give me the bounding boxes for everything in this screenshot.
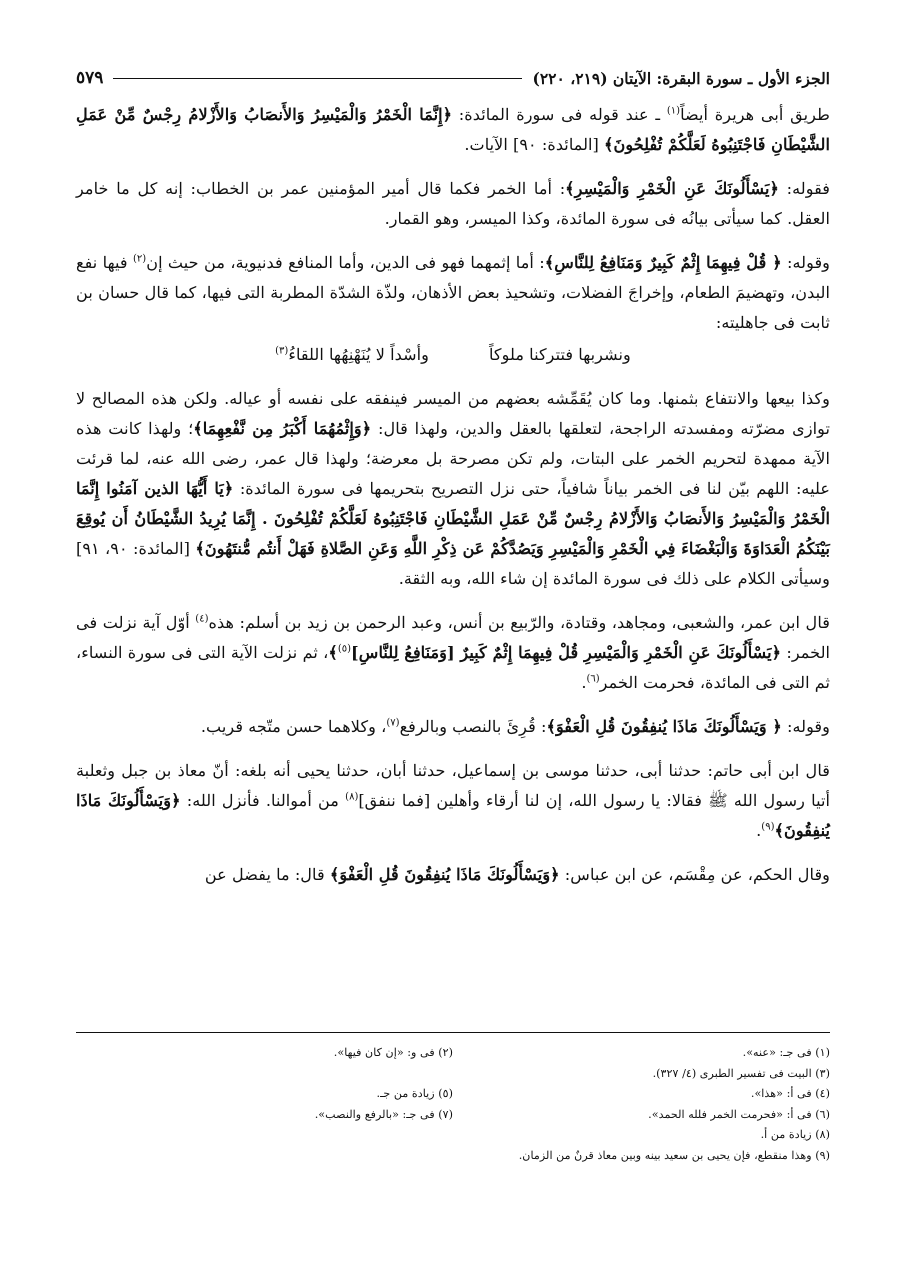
header-title: الجزء الأول ـ سورة البقرة: الآيتان (٢١٩، ٢٢٠): [532, 68, 830, 88]
footnotes: [76, 1032, 830, 1166]
text-segment: وقوله:: [781, 253, 830, 272]
footnote-1: (١) فى جـ: «عنه».: [742, 1046, 830, 1059]
footnote-row: [76, 1125, 830, 1146]
quran-verse: ﴿وَإِثْمُهُمَا أَكْبَرُ مِن نَّفْعِهِمَا﴾: [193, 419, 372, 438]
text-segment: : قُرِئَ بالنصب وبالرفع: [399, 717, 547, 736]
running-header: [76, 68, 830, 88]
quran-verse: ﴿إِنَّمَا الْخَمْرُ وَالْمَيْسِرُ وَالأَنصَابُ وَالأَزْلامُ رِجْسٌ مِّنْ عَمَلِ الشَّيْطَانِ فَاجْتَنِبُوهُ لَعَلَّكُمْ تُفْلِحُونَ﴾: [76, 105, 830, 154]
footnote-row: [76, 1043, 830, 1064]
header-rule: [113, 78, 522, 79]
quran-verse: ﴿ قُلْ فِيهِمَا إِثْمٌ كَبِيرٌ وَمَنَافِعُ لِلنَّاسِ﴾: [544, 253, 782, 272]
footnote-marker: (٦): [586, 673, 600, 685]
text-segment: فقوله:: [778, 179, 830, 198]
footnote-marker: (٥): [337, 643, 352, 655]
text-segment: .: [756, 821, 762, 840]
footnote-marker: (١): [666, 105, 681, 117]
quran-verse: ﴿ وَيَسْأَلُونَكَ مَاذَا يُنفِقُونَ قُلِ الْعَفْوَ﴾: [546, 717, 782, 736]
footnote-marker: (٨): [345, 791, 359, 803]
text-segment: قال ابن أبى حاتم: حدثنا أبى، حدثنا موسى بن إسماعيل، حدثنا أبان، حدثنا يحيى أنه بلغه: أنّ معاذ بن جبل وثعلبة أتيا رسول الله ﷺ فقالا: يا رسول الله، إن لنا أرقاء وأهلين [فما ننفق]: [76, 761, 830, 810]
text-segment: وكذا بيعها والانتفاع بثمنها. وما كان يُقَمِّشه بعضهم من الميسر فينفقه على نفسه أو عياله. ولكن هذه المصالح لا توازى مضرّته ومفسدته الراجحة، لتعلقها بالعقل والدين، ولهذا قال:: [76, 389, 831, 438]
paragraph-1: [76, 100, 830, 160]
footnote-4: (٤) فى أ: «هذا».: [750, 1087, 830, 1100]
text-segment: فيها نفع البدن، وتهضيمَ الطعام، وإخراجَ الفضلات، وتشحيذ بعض الأذهان، ولذّة الشدّة المطربة التى فيها، كما قال حسان بن ثابت فى جاهليته:: [76, 253, 830, 332]
quran-verse: ﴿يَا أَيُّهَا الذين آمَنُوا إِنَّمَا الْخَمْرُ وَالْمَيْسِرُ وَالأَنصَابُ وَالأَزْلامُ رِجْسٌ مِّنْ عَمَلِ الشَّيْطَانِ فَاجْتَنِبُوهُ لَعَلَّكُمْ تُفْلِحُونَ . إِنَّمَا يُرِيدُ الشَّيْطَانُ أَن يُوقِعَ بَيْنَكُمُ الْعَدَاوَةَ وَالْبَغْضَاءَ فِي الْخَمْرِ وَالْمَيْسِرِ وَيَصُدَّكُمْ عَن ذِكْرِ اللَّهِ وَعَنِ الصَّلاةِ فَهَلْ أَنتُم مُّنتَهُونَ﴾: [76, 479, 830, 558]
text-segment: [المائدة: ٩٠] الآيات.: [464, 135, 604, 154]
footnote-marker: (٣): [275, 345, 289, 357]
footnote-row: [76, 1064, 830, 1085]
text-segment: أوّل آية نزلت فى الخمر:: [76, 613, 831, 662]
poem-hemistich-1: ونشربها فتتركنا ملوكاً: [488, 345, 631, 364]
footnote-6: (٦) فى أ: «فحرمت الخمر فلله الحمد».: [648, 1107, 830, 1121]
paragraph-8: [76, 860, 830, 890]
footnote-7: (٧) فى جـ: «بالرفع والنصب».: [314, 1107, 453, 1121]
text-segment: وقوله:: [781, 717, 830, 736]
text-segment: طريق أبى هريرة أيضاً: [680, 105, 830, 124]
footnote-row: [76, 1146, 830, 1167]
text-segment: قال: ما يفضل عن: [204, 865, 330, 884]
footnote-row: [76, 1084, 830, 1105]
text-segment: [المائدة: ٩٠، ٩١] وسيأتى الكلام على ذلك فى سورة المائدة إن شاء الله، وبه الثقة.: [76, 539, 830, 588]
text-segment: : أما الخمر فكما قال أمير المؤمنين عمر بن الخطاب: إنه كل ما خامر العقل. كما سيأتى بيانُه فى سورة المائدة، وكذا الميسر، وهو القمار.: [76, 179, 830, 228]
text-segment: ؛ ولهذا كانت هذه الآية ممهدة لتحريم الخمر على البتات، ولم تكن مصرحة بل معرضة؛ ولهذا قال عمر، رضى الله عنه، لما قرئت عليه: اللهم بيّن لنا فى الخمر بياناً شافياً، حتى نزل التصريح بتحريمها فى سورة المائدة:: [76, 419, 830, 498]
paragraph-3: [76, 248, 830, 338]
text-segment: قال ابن عمر، والشعبى، ومجاهد، وقتادة، والرّبيع بن أنس، وعبد الرحمن بن زيد بن أسلم: هذه: [208, 613, 830, 632]
paragraph-5: [76, 608, 830, 698]
footnote-9: (٩) وهذا منقطع، فإن يحيى بن سعيد بينه وبين معاذ قرنٌ من الزمان.: [518, 1148, 830, 1162]
poem-verse: [76, 340, 830, 370]
footnote-3: (٣) البيت فى تفسير الطبرى (٤/ ٣٢٧).: [652, 1066, 830, 1080]
footnote-marker: (٧): [386, 717, 400, 729]
footnote-row: [76, 1105, 830, 1126]
footnote-marker: (٤): [195, 613, 209, 625]
quran-verse: ﴿يَسْأَلُونَكَ عَنِ الْخَمْرِ وَالْمَيْسِرِ﴾: [565, 179, 779, 198]
footnote-2: (٢) فى و: «إن كان فيها».: [333, 1046, 453, 1059]
text-segment: من أموالنا. فأنزل الله:: [180, 791, 346, 810]
text-segment: .: [581, 673, 587, 692]
text-segment: : أما إثمهما فهو فى الدين، وأما المنافع فدنيوية، من حيث إن: [146, 253, 545, 272]
footnote-8: (٨) زيادة من أ.: [760, 1128, 830, 1141]
footnote-marker: (٩): [761, 821, 775, 833]
text-segment: ، ثم نزلت الآية التى فى سورة النساء، ثم التى فى المائدة، فحرمت الخمر: [76, 643, 830, 692]
quran-verse: ﴿وَيَسْأَلُونَكَ مَاذَا يُنفِقُونَ قُلِ الْعَفْوَ﴾: [329, 865, 560, 884]
footnote-marker: (٢): [133, 253, 147, 265]
paragraph-4: [76, 384, 830, 594]
paragraph-7: [76, 756, 830, 846]
quran-verse: ﴿يَسْأَلُونَكَ عَنِ الْخَمْرِ وَالْمَيْسِرِ قُلْ فِيهِمَا إِثْمٌ كَبِيرٌ [وَمَنَافِعُ لِلنَّاسِ]: [351, 643, 782, 662]
quran-verse: ﴾: [328, 643, 338, 662]
paragraph-6: [76, 712, 830, 742]
quran-verse: ﴿وَيَسْأَلُونَكَ مَاذَا يُنفِقُونَ﴾: [76, 791, 830, 840]
footnote-5: (٥) زيادة من جـ.: [376, 1087, 453, 1100]
poem-hemistich-2: وأسْداً لا يُنَهْنِهُها اللقاءُ$^{(٣)}$: [275, 345, 429, 364]
text-segment: ـ عند قوله فى سورة المائدة:: [452, 105, 667, 124]
paragraph-2: [76, 174, 830, 234]
page-number: ٥٧٩: [76, 68, 104, 88]
text-segment: وقال الحكم، عن مِقْسَم، عن ابن عباس:: [559, 865, 830, 884]
text-segment: ، وكلاهما حسن متّجه قريب.: [200, 717, 387, 736]
